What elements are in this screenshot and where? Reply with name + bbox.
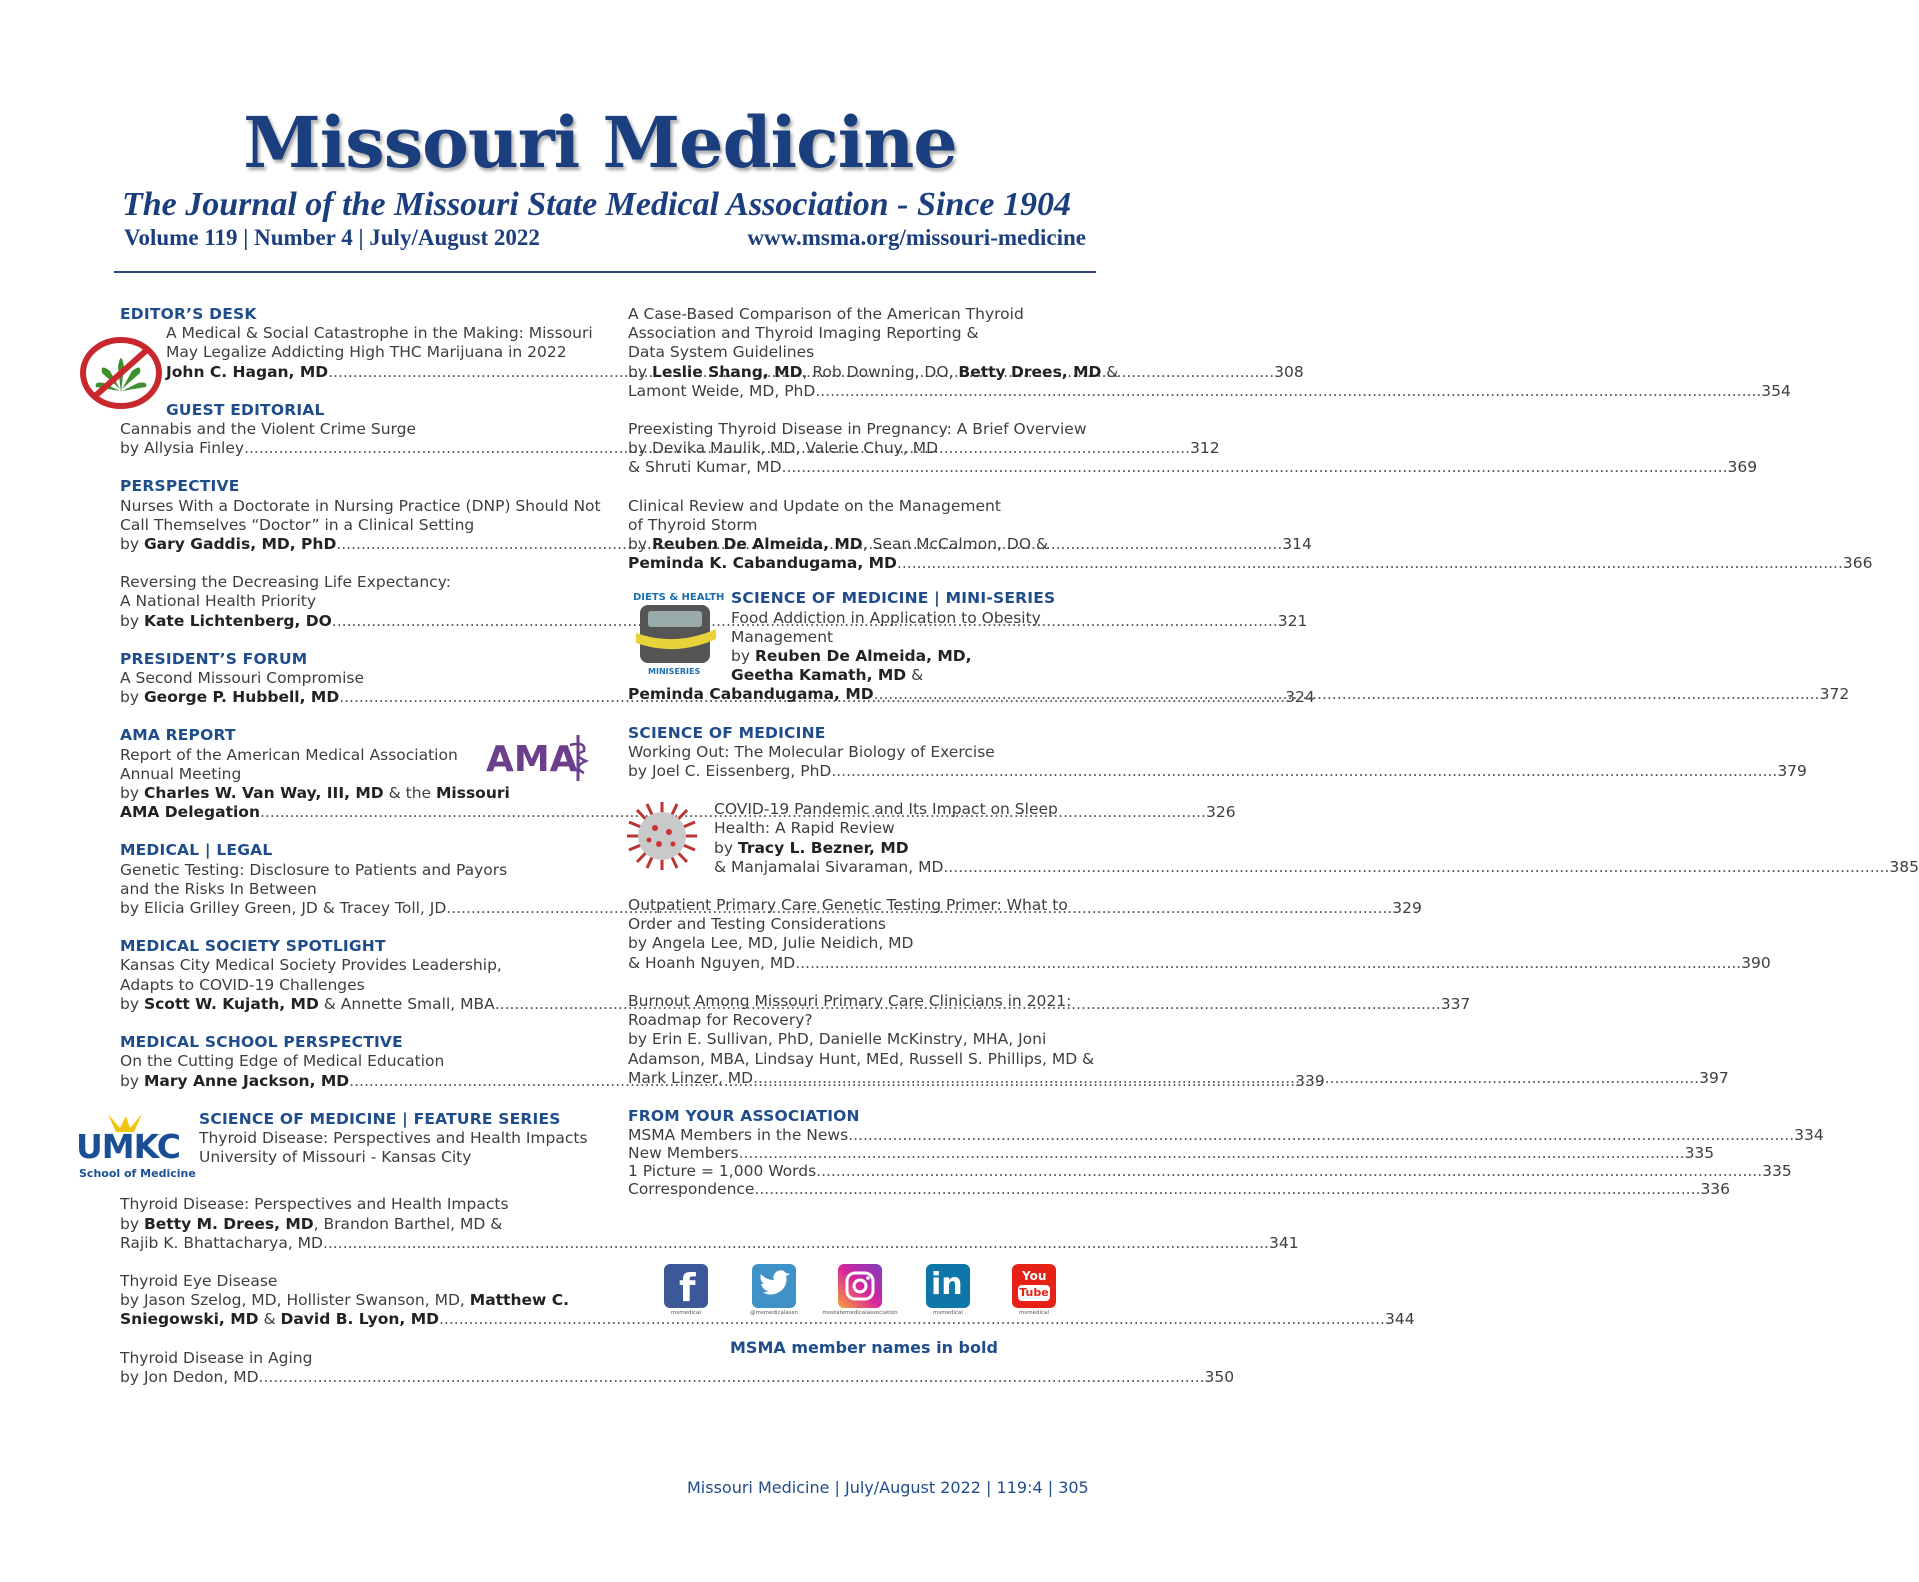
member-author: Charles W. Van Way, III, MD [143,784,384,803]
badge-top-text: DIETS & HEALTH [633,592,725,603]
section-heading: MEDICAL SOCIETY SPOTLIGHT [120,937,386,956]
article-byline: by Erin E. Sullivan, PhD, Danielle McKinstry, MHA, Joni [628,1030,1047,1049]
by-label: by [120,611,144,630]
page-number: 341 [1268,1233,1299,1252]
article-byline [628,554,1873,573]
page-number: 379 [1777,762,1807,781]
member-author: George P. Hubbell, MD [143,688,340,707]
article-title[interactable]: A Case-Based Comparison of the American Thyroid [628,305,1024,323]
member-author: Kate Lichtenberg, DO [143,611,332,630]
article-title[interactable]: A Second Missouri Compromise [120,669,365,688]
page-number: 324 [1285,688,1315,707]
article-title[interactable]: Cannabis and the Violent Crime Surge [120,420,416,439]
social-media-links [660,1262,1070,1322]
page-number: 321 [1277,611,1308,630]
page-number: 335 [1762,1161,1792,1180]
toc-from-your-association [628,1106,1824,1198]
author: by Allysia Finley [120,439,245,458]
article-byline [120,1215,580,1234]
section-heading: MEDICAL | LEGAL [120,841,273,860]
section-heading: SCIENCE OF MEDICINE [628,723,826,742]
by-label: by [120,535,144,554]
linkedin-icon[interactable] [926,1264,970,1308]
list-item[interactable] [628,1125,1824,1144]
by-label: by [120,994,144,1013]
article-title[interactable]: Order and Testing Considerations [628,915,887,934]
article-byline [628,381,1791,401]
author: , Sean McCalmon, DO & [862,535,1049,554]
member-author: Gary Gaddis, MD, PhD [143,535,337,554]
youtube-handle: msmedical [1019,1310,1049,1316]
article-title[interactable]: Clinical Review and Update on the Management [628,496,1001,515]
member-author: Sniegowski, MD [120,1310,259,1329]
article-byline [731,666,1088,685]
item-label: Correspondence [628,1179,755,1198]
ama-logo-text: AMA [486,739,578,780]
member-author: Scott W. Kujath, MD [143,994,319,1013]
article-title[interactable]: Management [731,627,834,646]
author: Rajib K. Bhattacharya, MD [120,1233,323,1252]
header-divider [114,271,1096,273]
byline-connector: & [906,666,924,685]
article-title[interactable]: On the Cutting Edge of Medical Education [120,1052,445,1071]
article-title[interactable]: Burnout Among Missouri Primary Care Clinicians in 2021: [628,991,1072,1010]
by-label: by [120,784,144,803]
member-author: Mary Anne Jackson, MD [143,1071,350,1090]
no-marijuana-icon [80,337,162,413]
section-heading: MEDICAL SCHOOL PERSPECTIVE [120,1033,403,1052]
article-byline [628,362,1119,382]
page-number: 334 [1794,1125,1824,1144]
issue-volume: Volume 119 | Number 4 | July/August 2022 [124,225,540,250]
author: by Joel C. Eissenberg, PhD [628,762,832,781]
article-title[interactable]: Report of the American Medical Association [120,745,458,764]
article-title[interactable]: COVID-19 Pandemic and Its Impact on Sleep [714,800,1058,819]
ama-logo [486,731,604,787]
article-title[interactable]: Adapts to COVID-19 Challenges [120,975,365,994]
by-label: by [120,1071,144,1090]
page-number: 314 [1282,535,1312,554]
article-title[interactable]: Thyroid Disease: Perspectives and Health Impacts [120,1195,509,1214]
page-number: 397 [1699,1068,1729,1087]
page-number: 369 [1727,458,1758,477]
article-byline [714,857,1919,877]
author: by Jason Szelog, MD, Hollister Swanson, MD, [120,1291,470,1310]
toc-thyroid-aging [120,1348,1235,1387]
article-title[interactable]: Data System Guidelines [628,343,815,362]
article-title[interactable]: Call Themselves “Doctor” in a Clinical Setting [120,515,475,534]
article-title[interactable]: Thyroid Eye Disease [120,1271,278,1290]
umkc-logo [76,1114,196,1184]
instagram-icon[interactable] [838,1264,882,1308]
author: & Hoanh Nguyen, MD [628,953,796,972]
page-number: 354 [1761,381,1791,400]
article-title[interactable]: Annual Meeting [120,764,242,783]
article-title[interactable]: Reversing the Decreasing Life Expectancy: [120,573,451,592]
page-number: 326 [1205,803,1236,822]
section-heading: SCIENCE OF MEDICINE | FEATURE SERIES [199,1109,561,1128]
member-author: David B. Lyon, MD [280,1310,439,1329]
article-title[interactable]: Genetic Testing: Disclosure to Patients and Payors [120,860,508,879]
toc-feature-series [120,1109,588,1168]
article-title[interactable]: Kansas City Medical Society Provides Leadership, [120,956,502,975]
linkedin-handle: msmedical [933,1310,963,1316]
article-title[interactable]: Working Out: The Molecular Biology of Exercise [628,742,995,761]
article-byline [120,1233,1299,1253]
page-number: 335 [1684,1143,1715,1162]
member-author: Missouri [435,784,510,803]
member-author: Reuben De Almeida, MD, [754,647,972,666]
author: , Brandon Barthel, MD & [313,1214,503,1233]
list-item[interactable] [628,1161,1792,1180]
member-author: Peminda K. Cabandugama, MD [628,554,897,573]
twitter-handle: @msmedicalassn [750,1310,798,1316]
youtube-glyph: Tube [1019,1286,1049,1299]
article-byline [714,839,1088,858]
member-author: Leslie Shang, MD [651,362,803,381]
article-title[interactable]: A National Health Priority [120,592,317,611]
by-label: by [120,688,144,707]
article-title[interactable]: Thyroid Disease: Perspectives and Health Impacts [199,1128,588,1147]
facebook-icon[interactable] [664,1264,708,1308]
author: by Jon Dedon, MD [120,1367,259,1386]
article-title[interactable]: Preexisting Thyroid Disease in Pregnancy: A Brief Overview [628,420,1087,439]
member-author: Geetha Kamath, MD [731,666,907,685]
list-item[interactable] [628,1143,1715,1162]
page-number: 308 [1274,362,1304,381]
item-label: New Members [628,1143,739,1162]
article-byline [628,458,1758,477]
article-title[interactable]: Outpatient Primary Care Genetic Testing Primer: What to [628,896,1068,915]
umkc-logo-subtext: School of Medicine [79,1167,196,1180]
member-names-note: MSMA member names in bold [730,1338,998,1357]
page-number: 339 [1295,1071,1325,1090]
author: Mark Linzer, MD [628,1068,754,1087]
by-label: by [628,535,652,554]
item-label: MSMA Members in the News [628,1125,849,1144]
article-title[interactable]: Health: A Rapid Review [714,819,895,838]
by-label: by [714,838,738,857]
section-heading: EDITOR’S DESK [120,305,257,323]
section-heading: FROM YOUR ASSOCIATION [628,1106,860,1125]
umkc-logo-text: UMKC [76,1127,180,1166]
page-number: 372 [1819,685,1850,704]
facebook-handle: msmedical [671,1310,701,1316]
badge-bottom-text: MINISERIES [648,667,701,676]
page-number: 329 [1392,899,1422,918]
journal-title: Missouri Medicine [243,101,957,184]
by-label: by [120,1214,144,1233]
member-author: AMA Delegation [120,803,260,822]
page-number: 366 [1842,554,1873,573]
page-number: 350 [1204,1367,1235,1386]
byline-connector: & [1101,362,1119,381]
author: & Shruti Kumar, MD [628,458,782,477]
toc-thyroid-perspectives [120,1195,1299,1253]
twitter-icon[interactable] [752,1264,796,1308]
author: Lamont Weide, MD, PhD [628,381,816,400]
byline-connector: & the [383,784,436,803]
item-label: 1 Picture = 1,000 Words [628,1161,817,1180]
member-author: Matthew C. [469,1291,569,1310]
article-title[interactable]: Food Addiction in Application to Obesity [731,608,1041,627]
member-author: Tracy L. Bezner, MD [737,838,909,857]
section-heading: SCIENCE OF MEDICINE | MINI-SERIES [731,589,1056,608]
section-heading: PRESIDENT’S FORUM [120,649,308,668]
youtube-glyph: You [1022,1269,1047,1283]
article-title[interactable]: of Thyroid Storm [628,515,758,534]
diets-health-badge [630,589,725,677]
journal-url[interactable]: www.msma.org/missouri-medicine [747,225,1086,250]
section-heading: PERSPECTIVE [120,477,240,496]
article-title[interactable]: Nurses With a Doctorate in Nursing Practice (DNP) Should Not [120,496,601,515]
article-byline [628,953,1771,973]
member-author: Reuben De Almeida, MD [651,535,863,554]
journal-subtitle: The Journal of the Missouri State Medical Association - Since 1904 [122,186,1071,223]
article-title[interactable]: Thyroid Disease in Aging [120,1348,313,1367]
article-byline [120,1367,1235,1387]
page-number: 336 [1700,1179,1731,1198]
by-label: by [628,362,652,381]
article-byline: by Devika Maulik, MD, Valerie Chuy, MD [628,439,939,458]
masthead [0,100,1200,186]
page-number: 385 [1889,857,1919,876]
author: by Elicia Grilley Green, JD & Tracey Toll, JD [120,899,447,918]
section-heading: AMA REPORT [120,726,236,745]
page-number: 344 [1384,1310,1415,1329]
page-number: 337 [1440,994,1471,1013]
author: & Manjamalai Sivaraman, MD [714,857,944,876]
member-author: Peminda Cabandugama, MD [628,685,874,704]
series-institution: University of Missouri - Kansas City [199,1148,472,1167]
author: , Rob Downing, DO, [802,362,959,381]
coronavirus-icon [625,800,699,876]
article-title[interactable]: Roadmap for Recovery? [628,1011,813,1030]
toc-science-of-medicine [628,723,1807,782]
page-number: 390 [1741,953,1771,972]
youtube-icon[interactable] [1012,1264,1056,1308]
section-heading: GUEST EDITORIAL [166,400,325,419]
article-byline [628,762,1807,781]
article-title[interactable]: and the Risks In Between [120,879,317,898]
article-byline [120,1291,580,1310]
article-byline [628,535,1088,554]
article-title[interactable]: A Medical & Social Catastrophe in the Making: Missouri [166,324,593,343]
byline-connector: & [258,1310,281,1329]
article-byline: Adamson, MBA, Lindsay Hunt, MEd, Russell S. Phillips, MD & [628,1049,1095,1068]
page-footer: Missouri Medicine | July/August 2022 | 119:4 | 305 [687,1478,1089,1497]
author: & Annette Small, MBA [318,994,495,1013]
member-author: Betty M. Drees, MD [143,1214,314,1233]
article-title[interactable]: May Legalize Addicting High THC Marijuana in 2022 [166,343,567,362]
article-byline: by Angela Lee, MD, Julie Neidich, MD [628,934,914,953]
instagram-handle: mostatemedicalassociation [822,1310,898,1316]
facebook-glyph: f [679,1266,696,1310]
list-item[interactable] [628,1179,1731,1198]
article-byline [731,647,1088,666]
by-label: by [731,647,755,666]
article-title[interactable]: Association and Thyroid Imaging Reporting & [628,324,979,343]
linkedin-glyph: in [931,1267,963,1302]
member-author: Betty Drees, MD [958,362,1102,381]
page-number: 312 [1190,439,1220,458]
member-author: John C. Hagan, MD [166,362,329,381]
